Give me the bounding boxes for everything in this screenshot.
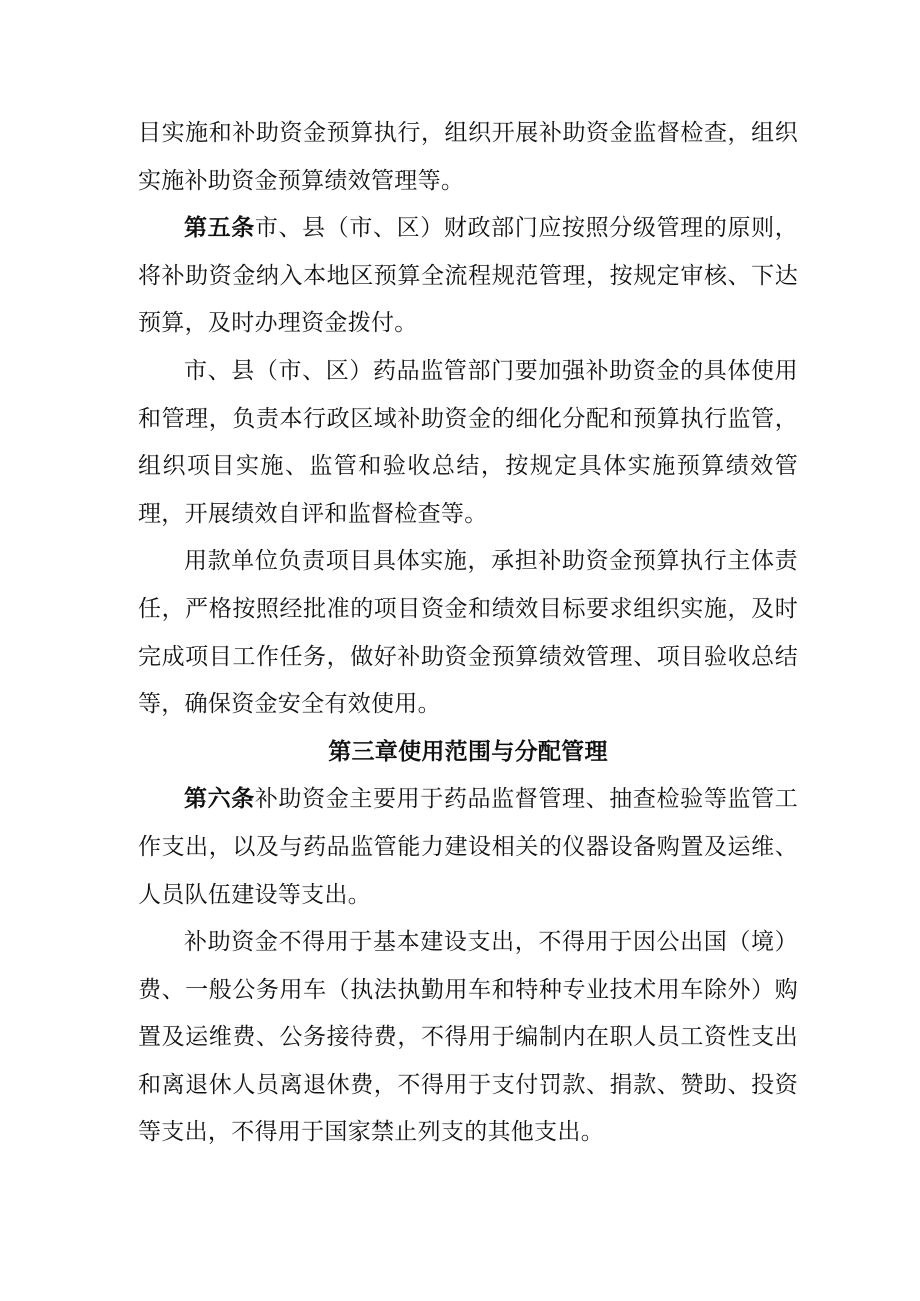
chapter-3-heading: 第三章使用范围与分配管理 bbox=[328, 738, 608, 765]
article-6-text: 补助资金主要用于药品监督管理、抽查检验等监管工作支出，以及与药品监管能力建设相关的仪器设备购置及运维、人员队伍建设等支出。 bbox=[138, 786, 798, 908]
article-5-heading: 第五条 bbox=[184, 215, 255, 242]
article-6-heading: 第六条 bbox=[184, 786, 255, 813]
article-5-paragraph bbox=[138, 205, 798, 348]
article-6-paragraph bbox=[138, 776, 798, 919]
paragraph-continuation: 目实施和补助资金预算执行，组织开展补助资金监督检查，组织实施补助资金预算绩效管理等。 bbox=[138, 120, 798, 194]
article-5-text: 市、县（市、区）财政部门应按照分级管理的原则，将补助资金纳入本地区预算全流程规范管理，按规定审核、下达预算，及时办理资金拨付。 bbox=[138, 215, 798, 337]
document-body bbox=[138, 110, 798, 1157]
prohibited-uses-paragraph: 补助资金不得用于基本建设支出，不得用于因公出国（境）费、一般公务用车（执法执勤用车和特种专业技术用车除外）购置及运维费、公务接待费，不得用于编制内在职人员工资性支出和离退休人员离退休费，不得用于支付罚款、捐款、赞助、投资等支出，不得用于国家禁止列支的其他支出。 bbox=[138, 929, 798, 1146]
county-drug-regulator-paragraph: 市、县（市、区）药品监管部门要加强补助资金的具体使用和管理，负责本行政区域补助资金的细化分配和预算执行监管，组织项目实施、监管和验收总结，按规定具体实施预算绩效管理，开展绩效自评和监督检查等。 bbox=[138, 357, 798, 527]
funding-unit-paragraph: 用款单位负责项目具体实施，承担补助资金预算执行主体责任，严格按照经批准的项目资金和绩效目标要求组织实施，及时完成项目工作任务，做好补助资金预算绩效管理、项目验收总结等，确保资金安全有效使用。 bbox=[138, 548, 798, 718]
